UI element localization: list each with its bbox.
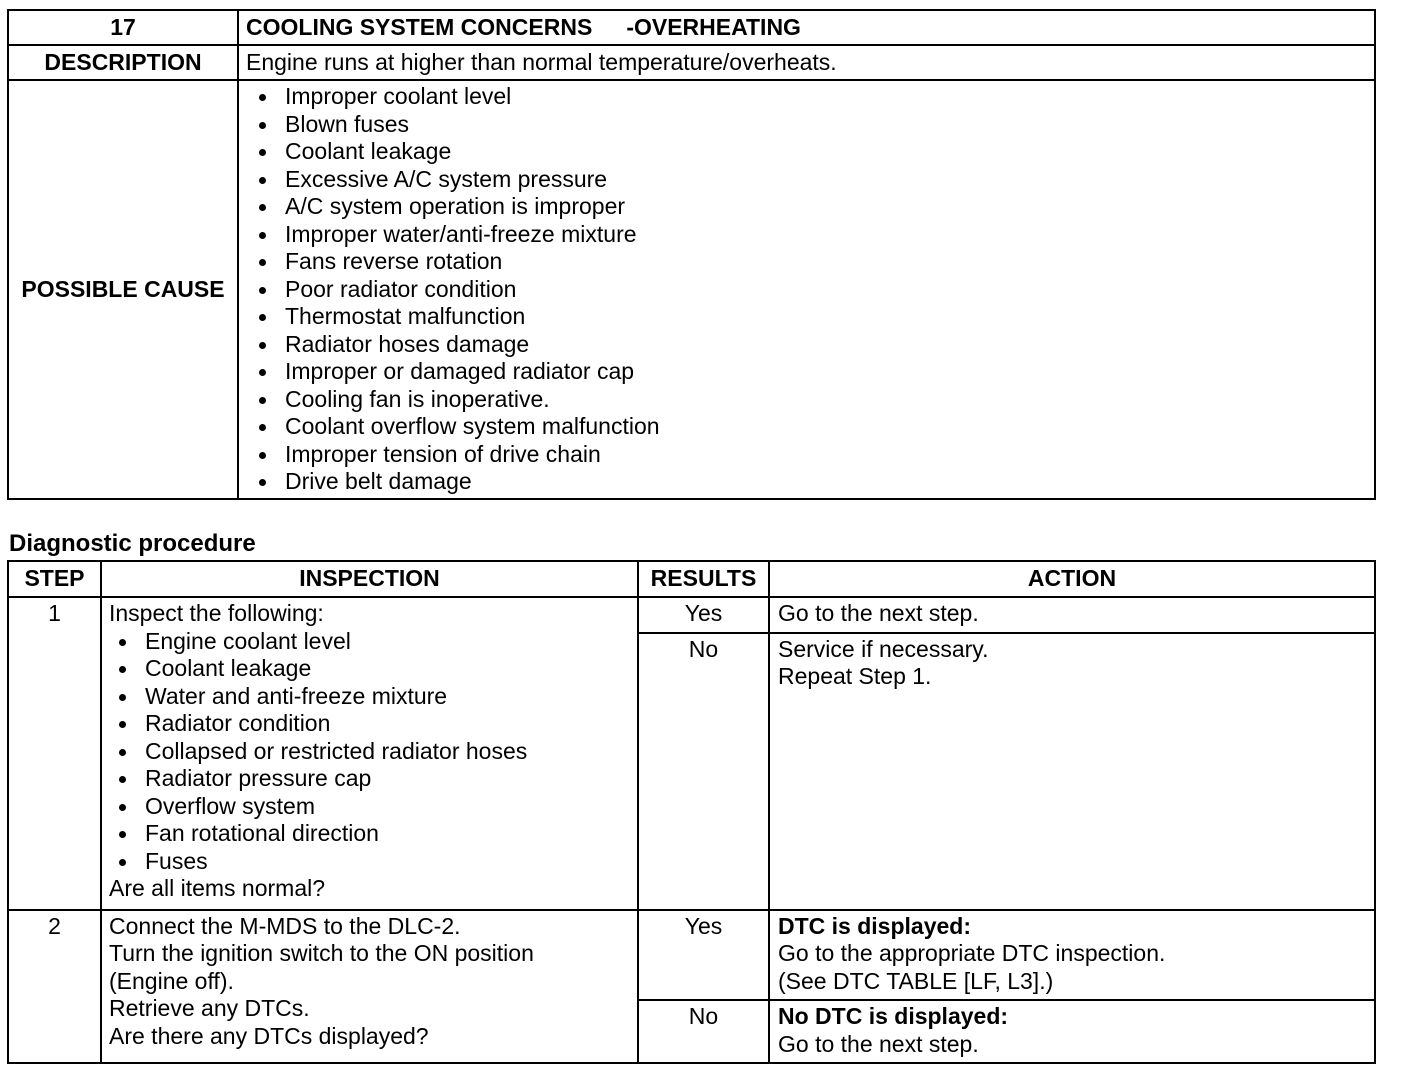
cause-item: Coolant leakage [255, 138, 1374, 166]
inspection-item: Fan rotational direction [115, 820, 631, 848]
possible-cause-list [239, 81, 1374, 498]
step-1-number: 1 [8, 597, 101, 910]
action-line: Repeat Step 1. [778, 663, 932, 689]
cause-item: Improper coolant level [255, 83, 1374, 111]
action-heading: DTC is displayed: [778, 912, 971, 939]
possible-cause-list-cell [238, 80, 1375, 499]
step-2-number: 2 [8, 910, 101, 1064]
inspection-item: Coolant leakage [115, 655, 631, 683]
concern-title-row [8, 10, 1375, 45]
cause-item: Improper or damaged radiator cap [255, 358, 1374, 386]
step-2-line: (Engine off). [109, 967, 234, 994]
step-1-question: Are all items normal? [109, 875, 326, 901]
concern-title [238, 10, 1375, 45]
step-1-intro: Inspect the following: [109, 600, 324, 626]
cause-item: Improper water/anti-freeze mixture [255, 221, 1374, 249]
action-line: Service if necessary. [778, 635, 989, 662]
cause-item: A/C system operation is improper [255, 193, 1374, 221]
inspection-item: Water and anti-freeze mixture [115, 683, 631, 711]
description-label: DESCRIPTION [8, 45, 238, 80]
concern-number: 17 [8, 10, 238, 45]
inspection-header: INSPECTION [101, 561, 638, 597]
description-row [8, 45, 1375, 80]
concern-title-sub: -OVERHEATING [626, 13, 801, 40]
cause-item: Blown fuses [255, 111, 1374, 139]
cause-item: Coolant overflow system malfunction [255, 413, 1374, 441]
possible-cause-row [8, 80, 1375, 499]
step-1-inspection [101, 597, 638, 910]
step-2-line: Are there any DTCs displayed? [109, 1022, 429, 1049]
step-1-row-yes [8, 597, 1375, 633]
cause-item: Cooling fan is inoperative. [255, 386, 1374, 414]
concern-title-main: COOLING SYSTEM CONCERNS [246, 13, 593, 40]
inspection-item: Radiator condition [115, 710, 631, 738]
cause-item: Improper tension of drive chain [255, 441, 1374, 469]
action-header: ACTION [769, 561, 1375, 597]
section-heading: Diagnostic procedure [9, 530, 256, 557]
action-line: Go to the next step. [778, 600, 979, 626]
action-line: Go to the next step. [778, 1030, 979, 1057]
concern-table [7, 9, 1376, 500]
step-2-result-no: No [638, 1000, 769, 1063]
description-text: Engine runs at higher than normal temperature/overheats. [238, 45, 1375, 80]
step-2-line: Turn the ignition switch to the ON position [109, 940, 534, 966]
step-2-row-yes [8, 910, 1375, 1001]
step-1-action-no [769, 633, 1375, 910]
step-2-result-yes: Yes [638, 910, 769, 1001]
cause-item: Poor radiator condition [255, 276, 1374, 304]
procedure-header-row [8, 561, 1375, 597]
step-2-line: Connect the M-MDS to the DLC-2. [109, 912, 461, 939]
inspection-item: Overflow system [115, 793, 631, 821]
cause-item: Radiator hoses damage [255, 331, 1374, 359]
step-2-action-no [769, 1000, 1375, 1063]
inspection-item: Collapsed or restricted radiator hoses [115, 738, 631, 766]
possible-cause-label: POSSIBLE CAUSE [8, 80, 238, 499]
action-line: (See DTC TABLE [LF, L3].) [778, 967, 1054, 994]
cause-item: Fans reverse rotation [255, 248, 1374, 276]
step-1-result-no: No [638, 633, 769, 910]
cause-item: Drive belt damage [255, 468, 1374, 496]
action-line: Go to the appropriate DTC inspection. [778, 940, 1166, 966]
action-heading: No DTC is displayed: [778, 1003, 1009, 1029]
step-1-inspection-list [109, 628, 631, 876]
step-2-action-yes [769, 910, 1375, 1001]
inspection-item: Fuses [115, 848, 631, 876]
step-2-inspection [101, 910, 638, 1064]
diagnostic-procedure-table [7, 560, 1376, 1064]
results-header: RESULTS [638, 561, 769, 597]
inspection-item: Radiator pressure cap [115, 765, 631, 793]
cause-item: Excessive A/C system pressure [255, 166, 1374, 194]
step-1-action-yes [769, 597, 1375, 633]
step-header: STEP [8, 561, 101, 597]
step-1-result-yes: Yes [638, 597, 769, 633]
inspection-item: Engine coolant level [115, 628, 631, 656]
step-2-line: Retrieve any DTCs. [109, 995, 310, 1021]
cause-item: Thermostat malfunction [255, 303, 1374, 331]
